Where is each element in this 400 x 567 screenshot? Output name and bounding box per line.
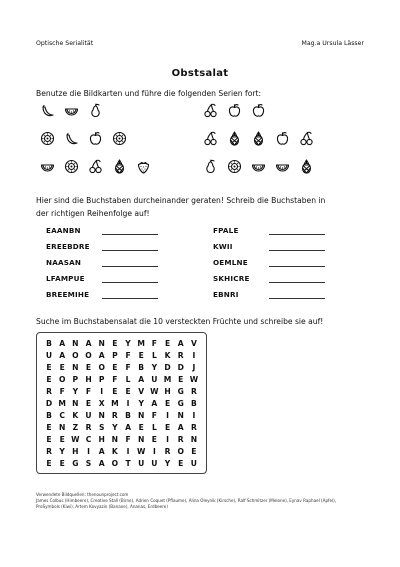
grid-row	[43, 385, 200, 397]
icon-series-left	[40, 103, 103, 118]
grid-letter: I	[166, 411, 169, 421]
answer-line[interactable]	[102, 274, 158, 283]
grid-letter: L	[151, 350, 157, 360]
answer-line[interactable]	[102, 290, 158, 299]
scrambled-word: NAASAN	[46, 258, 82, 267]
grid-letter: F	[125, 435, 131, 445]
grid-letter: M	[58, 399, 66, 409]
pineapple-icon	[112, 159, 127, 174]
grid-letter: U	[45, 350, 53, 360]
grid-letter: E	[46, 374, 52, 384]
scrambled-word: EBNRI	[213, 290, 239, 299]
grid-letter: S	[85, 459, 92, 469]
grid-letter: O	[72, 350, 79, 360]
grid-letter: W	[189, 374, 199, 384]
grid-letter: P	[98, 374, 105, 384]
pineapple-icon	[251, 131, 266, 146]
scrambled-word-row	[213, 242, 325, 251]
grid-letter: H	[72, 447, 79, 457]
icon-series-right	[203, 159, 314, 174]
grid-row	[43, 446, 200, 458]
grid-letter: N	[138, 411, 145, 421]
grid-letter: R	[177, 350, 184, 360]
grid-letter: R	[111, 411, 118, 421]
grid-row	[43, 349, 200, 361]
icon-series-right	[203, 103, 266, 118]
cherry-icon	[203, 103, 218, 118]
cherry-icon	[88, 159, 103, 174]
grid-letter: G	[72, 459, 79, 469]
grid-letter: E	[46, 362, 52, 372]
grid-letter: A	[85, 338, 92, 348]
grid-letter: E	[164, 399, 171, 409]
grid-row	[43, 422, 200, 434]
grid-letter: A	[151, 399, 158, 409]
grid-letter: E	[164, 338, 171, 348]
grid-letter: Y	[112, 423, 118, 433]
scrambled-word: EREEBDRE	[46, 242, 90, 251]
watermelon-icon	[275, 159, 290, 174]
grid-letter: Y	[72, 386, 79, 396]
grid-letter: M	[137, 338, 145, 348]
credits-line: ProSymbols (Kiwi), Artem Kovyazin (Banane), Ananas, Erdbeere)	[36, 503, 168, 509]
grid-letter: J	[192, 362, 196, 372]
grid-letter: E	[178, 374, 184, 384]
grid-letter: N	[98, 338, 105, 348]
grid-letter: N	[177, 411, 184, 421]
grid-letter: A	[125, 423, 131, 433]
grid-letter: G	[177, 386, 184, 396]
watermelon-icon	[251, 159, 266, 174]
grid-letter: V	[138, 386, 145, 396]
apple-icon	[227, 103, 242, 118]
watermelon-icon	[40, 159, 55, 174]
answer-line[interactable]	[269, 274, 325, 283]
grid-letter: F	[85, 386, 92, 396]
scrambled-word: FPALE	[213, 226, 239, 235]
grid-letter: E	[59, 362, 65, 372]
grid-letter: X	[98, 399, 105, 409]
grid-letter: I	[192, 411, 196, 421]
grid-letter: N	[98, 411, 105, 421]
header-right: Mag.a Ursula Lässer	[301, 40, 364, 47]
grid-letter: F	[112, 374, 118, 384]
scrambled-word: OEMLNE	[213, 258, 248, 267]
scrambled-word-row	[46, 290, 158, 299]
grid-letter: A	[98, 459, 105, 469]
grid-letter: U	[138, 459, 145, 469]
grid-letter: E	[112, 386, 118, 396]
grid-letter: N	[58, 423, 66, 433]
apple-icon	[251, 103, 266, 118]
grid-letter: E	[59, 435, 65, 445]
page-title: Obstsalat	[171, 68, 229, 79]
grid-letter: E	[85, 399, 92, 409]
pear-icon	[88, 103, 103, 118]
scrambled-word-row	[213, 226, 325, 235]
grid-letter: E	[178, 459, 184, 469]
scrambled-word-row	[213, 290, 325, 299]
kiwi-icon	[40, 131, 55, 146]
grid-letter: F	[125, 362, 131, 372]
scrambled-word: SKHICRE	[213, 274, 250, 283]
grid-letter: E	[46, 435, 52, 445]
grid-letter: E	[191, 447, 197, 457]
grid-letter: A	[177, 423, 184, 433]
grid-letter: E	[164, 423, 171, 433]
grid-letter: B	[46, 411, 52, 421]
grid-letter: P	[112, 350, 118, 360]
scrambled-word-row	[46, 258, 158, 267]
grid-letter: R	[190, 423, 197, 433]
grid-letter: I	[87, 447, 90, 457]
grid-letter: Y	[125, 338, 131, 348]
grid-letter: M	[111, 399, 119, 409]
grid-letter: F	[151, 338, 157, 348]
grid-letter: D	[164, 362, 171, 372]
answer-line[interactable]	[269, 242, 325, 251]
grid-row	[43, 361, 200, 373]
pineapple-icon	[299, 159, 314, 174]
grid-letter: O	[85, 350, 92, 360]
answer-line[interactable]	[269, 290, 325, 299]
grid-letter: Y	[138, 399, 144, 409]
grid-letter: N	[72, 338, 79, 348]
grid-letter: I	[192, 350, 196, 360]
grid-letter: U	[190, 459, 197, 469]
answer-line[interactable]	[102, 242, 158, 251]
grid-letter: P	[72, 374, 79, 384]
grid-letter: U	[85, 411, 92, 421]
grid-letter: E	[112, 338, 118, 348]
grid-letter: R	[164, 447, 171, 457]
grid-letter: E	[138, 423, 144, 433]
grid-letter: D	[177, 362, 184, 372]
grid-letter: R	[190, 386, 197, 396]
grid-letter: L	[125, 374, 131, 384]
kiwi-icon	[64, 159, 79, 174]
grid-letter: H	[98, 435, 105, 445]
grid-letter: A	[98, 350, 105, 360]
grid-letter: I	[126, 447, 130, 457]
icon-series-right	[203, 131, 314, 146]
section3-instruction: Suche im Buchstabensalat die 10 versteckten Früchte und schreibe sie auf!	[36, 317, 324, 326]
grid-row	[43, 337, 200, 349]
section1-instruction: Benutze die Bildkarten und führe die folgenden Serien fort:	[36, 89, 262, 98]
grid-row	[43, 373, 200, 385]
grid-letter: K	[111, 447, 118, 457]
grid-letter: O	[58, 374, 66, 384]
scrambled-word: KWII	[213, 242, 233, 251]
section2-instruction-2: der richtigen Reihenfolge auf!	[36, 209, 150, 218]
scrambled-word-row	[213, 274, 325, 283]
grid-letter: G	[177, 399, 184, 409]
scrambled-word-row	[46, 274, 158, 283]
grid-letter: O	[177, 447, 184, 457]
grid-letter: E	[59, 459, 65, 469]
apple-icon	[275, 131, 290, 146]
grid-letter: R	[85, 423, 92, 433]
grid-letter: C	[59, 411, 65, 421]
grid-letter: B	[190, 399, 197, 409]
grid-letter: N	[72, 362, 79, 372]
grid-letter: A	[177, 338, 184, 348]
section2-instruction-1: Hier sind die Buchstaben durcheinander geraten! Schreib die Buchstaben in	[36, 196, 326, 205]
grid-row	[43, 397, 200, 409]
banana-icon	[64, 131, 79, 146]
grid-letter: K	[164, 350, 171, 360]
grid-letter: F	[125, 350, 131, 360]
grid-letter: E	[138, 350, 144, 360]
header-left: Optische Serialität	[36, 40, 94, 47]
grid-letter: N	[111, 435, 119, 445]
grid-letter: F	[59, 386, 65, 396]
answer-line[interactable]	[102, 258, 158, 267]
grid-letter: H	[85, 374, 92, 384]
answer-line[interactable]	[269, 258, 325, 267]
pineapple-icon	[227, 131, 242, 146]
grid-letter: I	[166, 435, 169, 445]
grid-letter: U	[151, 374, 158, 384]
banana-icon	[40, 103, 55, 118]
grid-letter: A	[138, 374, 145, 384]
scrambled-word: BREEMIHE	[46, 290, 90, 299]
grid-letter: U	[151, 459, 158, 469]
grid-letter: S	[98, 423, 105, 433]
grid-letter: E	[85, 362, 92, 372]
grid-letter: F	[151, 411, 157, 421]
grid-letter: B	[125, 411, 131, 421]
grid-letter: Y	[151, 362, 158, 372]
strawberry-icon	[136, 159, 151, 174]
grid-letter: L	[151, 423, 157, 433]
kiwi-icon	[227, 159, 242, 174]
grid-letter: E	[46, 423, 52, 433]
grid-letter: R	[177, 435, 184, 445]
grid-letter: Y	[164, 459, 171, 469]
answer-line[interactable]	[269, 226, 325, 235]
watermelon-icon	[64, 103, 79, 118]
grid-letter: V	[190, 338, 197, 348]
scrambled-word-row	[46, 226, 158, 235]
kiwi-icon	[112, 131, 127, 146]
icon-series-left	[40, 131, 127, 146]
scrambled-word-row	[213, 258, 325, 267]
grid-letter: B	[138, 362, 145, 372]
grid-letter: T	[125, 459, 131, 469]
grid-letter: O	[111, 459, 119, 469]
grid-letter: B	[46, 338, 52, 348]
grid-letter: E	[151, 435, 157, 445]
scrambled-word-row	[46, 242, 158, 251]
grid-letter: W	[71, 435, 80, 445]
grid-letter: M	[163, 374, 172, 384]
grid-letter: Z	[72, 423, 79, 433]
grid-letter: H	[164, 386, 171, 396]
cherry-icon	[203, 131, 218, 146]
grid-letter: D	[45, 399, 53, 409]
grid-letter: I	[126, 399, 130, 409]
grid-row	[43, 434, 200, 446]
icon-series-left	[40, 159, 151, 174]
grid-letter: O	[98, 362, 105, 372]
grid-letter: Y	[59, 447, 65, 457]
grid-letter: E	[112, 362, 118, 372]
grid-letter: W	[150, 386, 159, 396]
pear-icon	[203, 159, 218, 174]
word-search-grid	[36, 332, 207, 474]
grid-letter: R	[46, 447, 52, 457]
answer-line[interactable]	[102, 226, 158, 235]
credits-line: James Colbus (Himbeere), Creative Stall (Birne), Adrien Coquet (Pflaume), Alina Oleynik (Kirsche), Ralf Schmitzer (Melone), Eynav Raphael (Apfel),	[36, 497, 337, 503]
grid-letter: E	[125, 386, 131, 396]
image-credits	[36, 492, 376, 509]
scrambled-word: LFAMPUE	[46, 274, 85, 283]
grid-letter: N	[72, 399, 79, 409]
scrambled-word: EAANBN	[46, 226, 81, 235]
grid-letter: N	[190, 435, 198, 445]
cherry-icon	[299, 131, 314, 146]
apple-icon	[88, 131, 103, 146]
grid-letter: I	[100, 386, 104, 396]
grid-row	[43, 458, 200, 470]
grid-row	[43, 410, 200, 422]
grid-letter: R	[46, 386, 52, 396]
grid-letter: E	[46, 459, 52, 469]
grid-letter: N	[138, 435, 145, 445]
grid-letter: K	[72, 411, 79, 421]
grid-letter: C	[85, 435, 92, 445]
grid-letter: A	[59, 338, 66, 348]
credits-line: Verwendete Bildquellen: thenounproject.com	[36, 492, 129, 497]
grid-letter: I	[152, 447, 156, 457]
grid-letter: A	[59, 350, 66, 360]
grid-letter: A	[98, 447, 105, 457]
grid-letter: W	[137, 447, 146, 457]
